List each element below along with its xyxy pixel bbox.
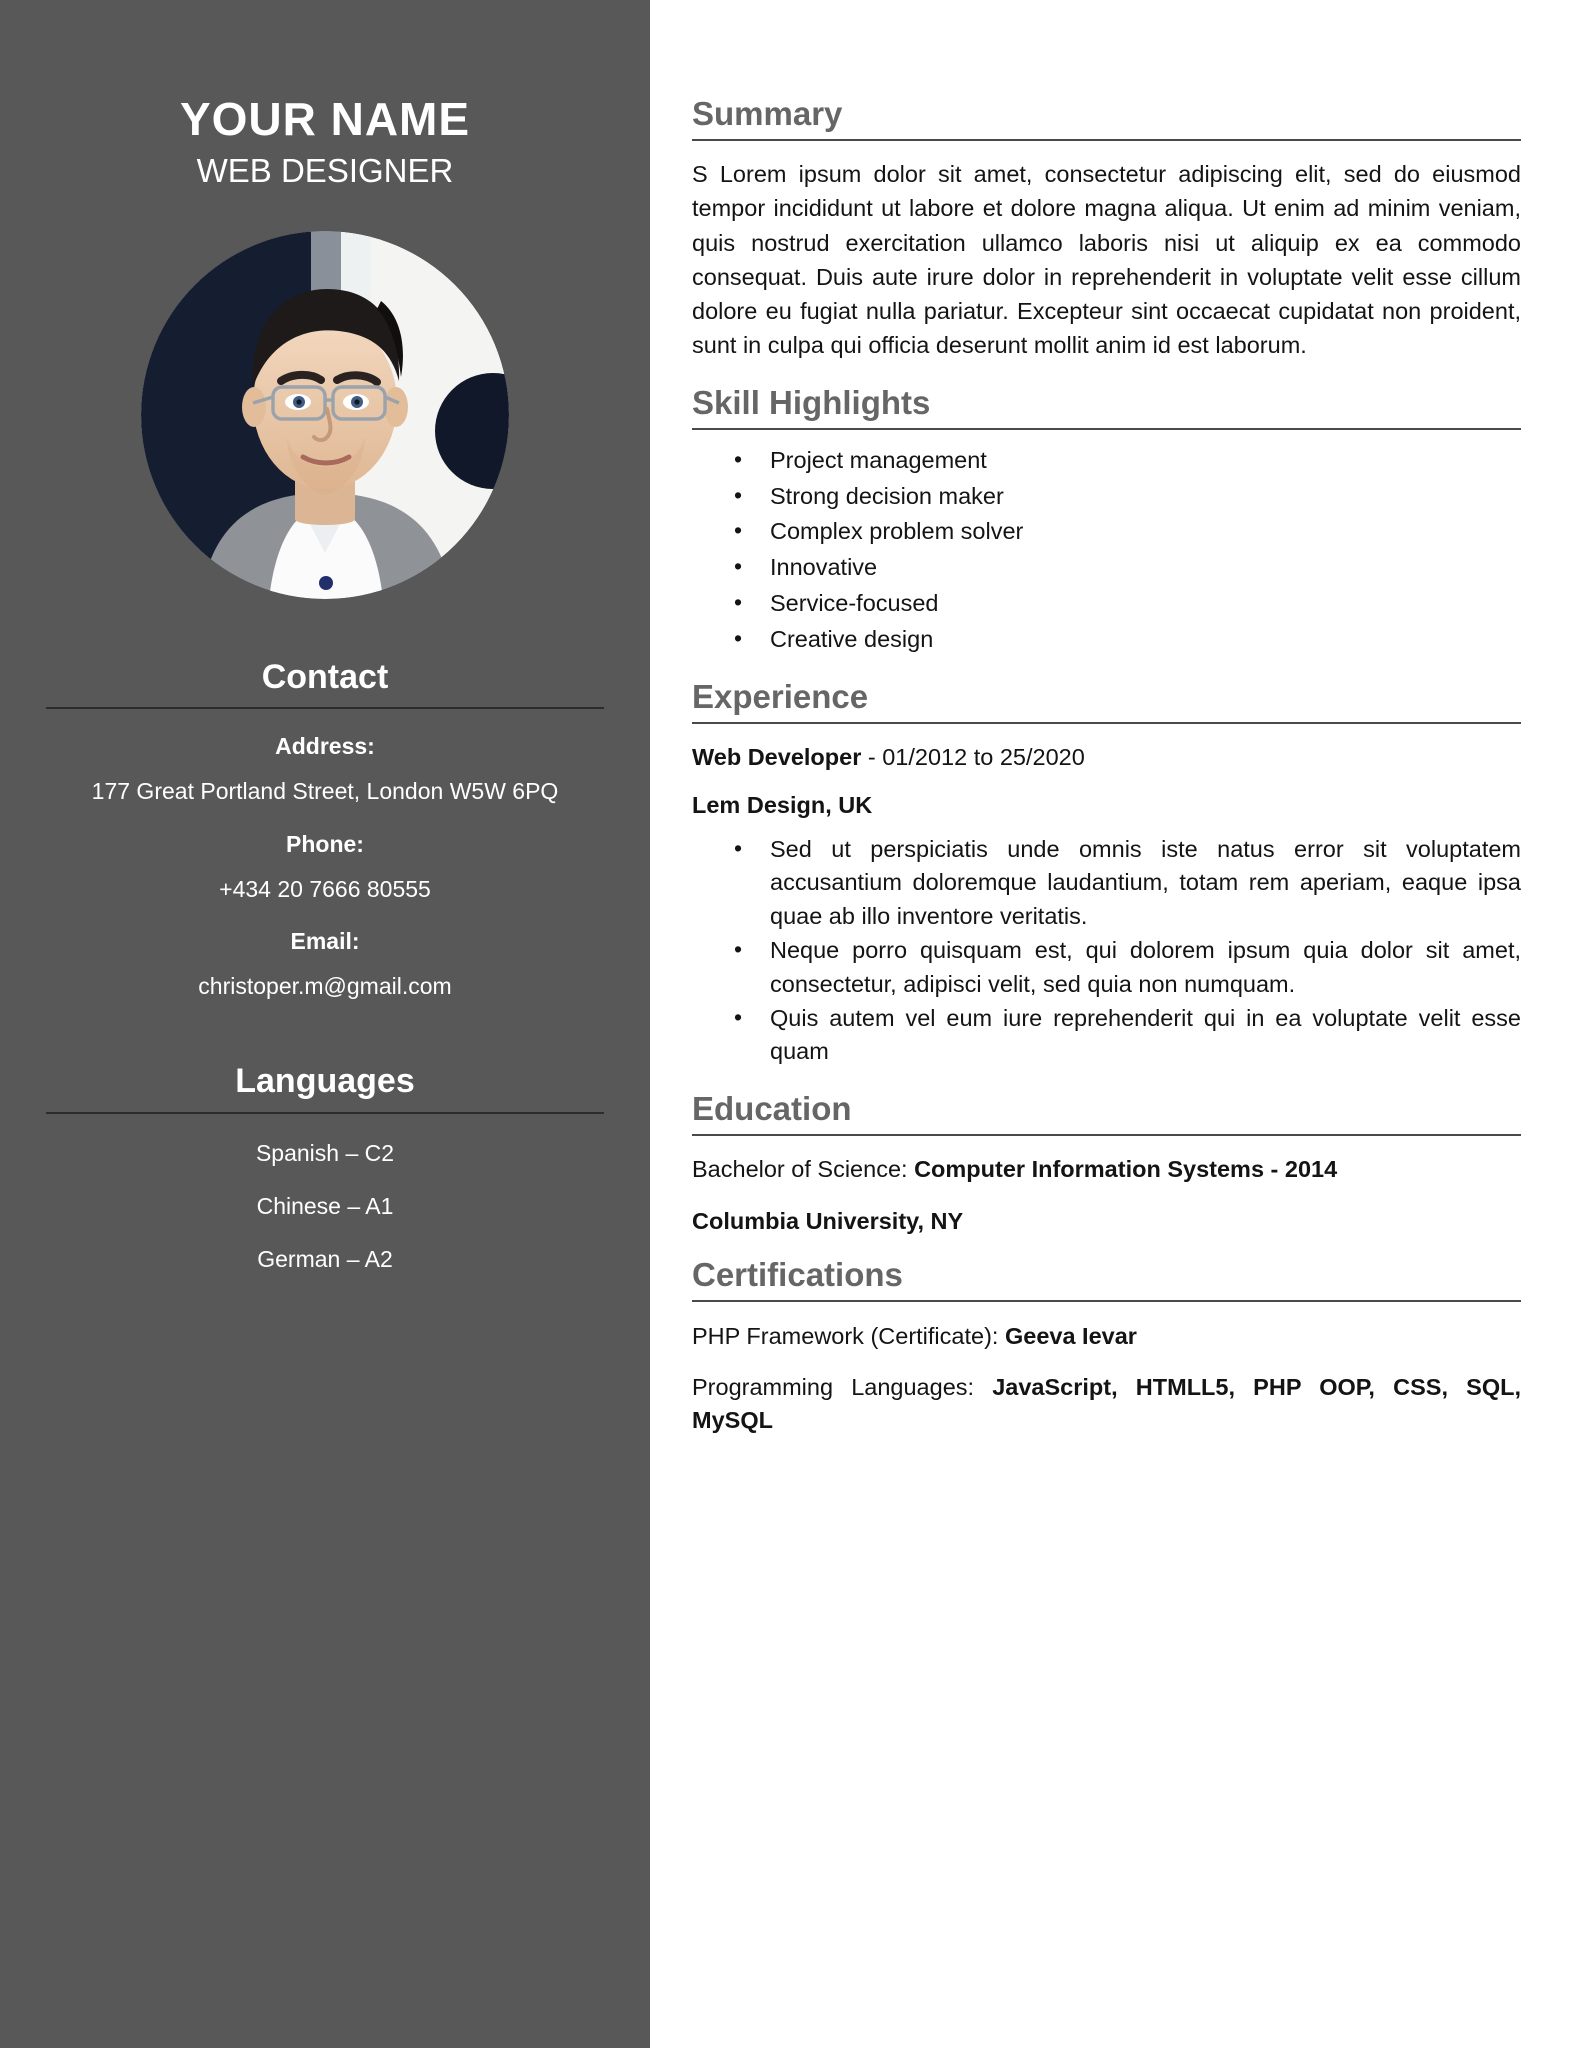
summary-divider bbox=[692, 139, 1521, 141]
language-item: Chinese – A1 bbox=[256, 1192, 394, 1219]
languages-heading: Languages bbox=[235, 1062, 415, 1101]
certification-value: JavaScript, HTMLL5, PHP OOP, CSS, SQL, MySQL bbox=[692, 1373, 1521, 1433]
phone-value[interactable]: +434 20 7666 80555 bbox=[219, 875, 431, 902]
contact-section bbox=[28, 659, 622, 1001]
job-role: Web Developer bbox=[692, 743, 862, 770]
contact-divider bbox=[46, 707, 604, 709]
skill-item: • Service-focused bbox=[770, 587, 1521, 621]
education-school: Columbia University, NY bbox=[692, 1208, 964, 1235]
email-value[interactable]: christoper.m@gmail.com bbox=[198, 973, 452, 1000]
skill-item: • Project management bbox=[770, 444, 1521, 478]
education-degree bbox=[692, 1153, 1521, 1186]
skill-item: • Complex problem solver bbox=[770, 515, 1521, 549]
languages-divider bbox=[46, 1112, 604, 1114]
certifications-divider bbox=[692, 1300, 1521, 1302]
education-divider bbox=[692, 1134, 1521, 1136]
summary-text: S Lorem ipsum dolor sit amet, consectetur adipiscing elit, sed do eiusmod tempor incididunt ut labore et dolore magna aliqua. Ut enim ad minim veniam, quis nostrud exercitation ullamco laboris nisi ut aliquip ex ea commodo consequat. Duis aute irure dolor in reprehenderit in voluptate velit esse cillum dolore eu fugiat nulla pariatur. Excepteur sint occaecat cupidatat non proident, sunt in culpa qui officia deserunt mollit anim id est laborum. bbox=[692, 160, 1521, 359]
skills-list bbox=[692, 444, 1521, 657]
job-company: Lem Design, UK bbox=[692, 791, 873, 818]
languages-section bbox=[28, 1063, 622, 1272]
language-item: Spanish – C2 bbox=[255, 1139, 395, 1166]
experience-section bbox=[692, 679, 1521, 1070]
experience-divider bbox=[692, 722, 1521, 724]
skills-heading: Skill Highlights bbox=[692, 383, 931, 421]
experience-heading: Experience bbox=[692, 677, 869, 715]
email-label: Email: bbox=[290, 928, 360, 955]
certification-item bbox=[692, 1320, 1521, 1353]
language-item: German – A2 bbox=[257, 1245, 393, 1272]
contact-heading: Contact bbox=[261, 657, 389, 696]
degree-prefix: Bachelor of Science: bbox=[692, 1156, 915, 1183]
experience-item: • Sed ut perspiciatis unde omnis iste natus error sit voluptatem accusantium doloremque laudantium, totam rem aperiam, eaque ipsa quae ab illo inventore veritatis. bbox=[770, 833, 1521, 934]
summary-section bbox=[692, 96, 1521, 363]
certification-prefix: PHP Framework (Certificate): bbox=[692, 1323, 1005, 1350]
name-block bbox=[28, 0, 622, 189]
experience-item: • Quis autem vel eum iure reprehenderit qui in ea voluptate velit esse quam bbox=[770, 1002, 1521, 1070]
certifications-heading: Certifications bbox=[692, 1256, 903, 1294]
experience-item: • Neque porro quisquam est, qui dolorem ipsum quia dolor sit amet, consectetur, adipisci velit, sed quia non numquam. bbox=[770, 934, 1521, 1002]
certifications-section bbox=[692, 1257, 1521, 1437]
address-label: Address: bbox=[275, 733, 375, 760]
address-value: 177 Great Portland Street, London W5W 6PQ bbox=[91, 778, 559, 805]
job-title: WEB DESIGNER bbox=[196, 151, 454, 189]
skills-divider bbox=[692, 428, 1521, 430]
skill-item: • Innovative bbox=[770, 551, 1521, 585]
profile-photo-illustration bbox=[141, 231, 509, 599]
education-heading: Education bbox=[692, 1090, 852, 1128]
sidebar bbox=[0, 0, 650, 2048]
main-content bbox=[650, 0, 1583, 2048]
certification-value: Geeva Ievar bbox=[1004, 1323, 1137, 1350]
job-title-dates bbox=[692, 741, 1521, 774]
degree-name: Computer Information Systems - 2014 bbox=[914, 1156, 1338, 1183]
certification-item bbox=[692, 1371, 1521, 1437]
skill-item: • Creative design bbox=[770, 623, 1521, 657]
education-section bbox=[692, 1091, 1521, 1235]
profile-photo bbox=[141, 231, 509, 599]
skill-item: • Strong decision maker bbox=[770, 480, 1521, 514]
phone-label: Phone: bbox=[286, 830, 364, 857]
full-name: YOUR NAME bbox=[179, 93, 471, 145]
summary-heading: Summary bbox=[692, 95, 843, 132]
skills-section bbox=[692, 385, 1521, 657]
experience-list bbox=[692, 833, 1521, 1070]
certification-prefix: Programming Languages: bbox=[692, 1373, 993, 1400]
job-dates: - 01/2012 to 25/2020 bbox=[861, 743, 1085, 770]
